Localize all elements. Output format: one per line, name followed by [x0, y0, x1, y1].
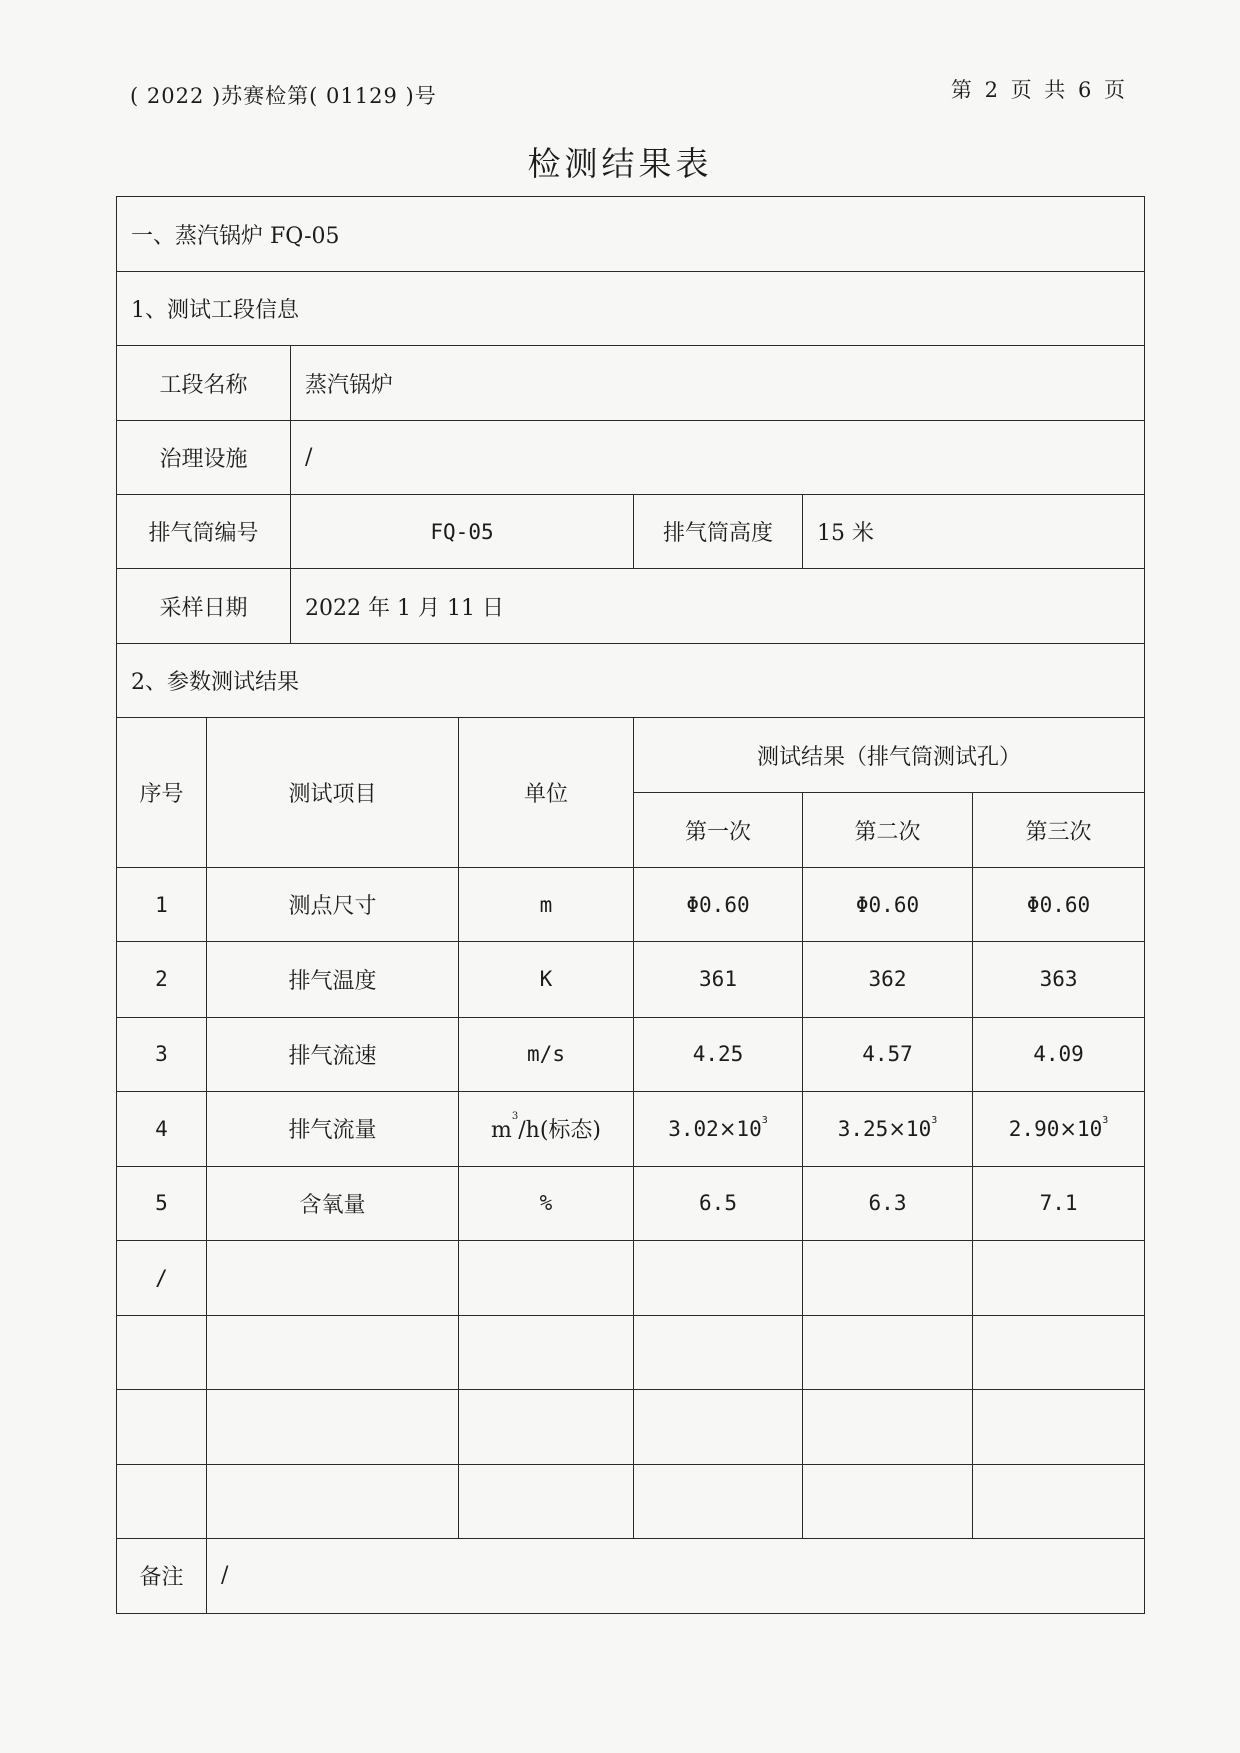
- empty-cell: [803, 1389, 973, 1464]
- table-row: [117, 942, 1145, 1017]
- col-run2-header: 第二次: [803, 793, 973, 868]
- col-result-group-header: 测试结果（排气筒测试孔）: [634, 718, 1145, 793]
- table-row: [117, 1315, 1145, 1389]
- table-row: [117, 1017, 1145, 1091]
- stack-no-label: 排气筒编号: [117, 495, 291, 569]
- empty-cell: [117, 1389, 207, 1464]
- empty-cell: [803, 1315, 973, 1389]
- row-unit: K: [459, 942, 634, 1017]
- empty-cell: [634, 1315, 803, 1389]
- empty-cell: [459, 1389, 634, 1464]
- row-item: 排气流速: [207, 1017, 459, 1091]
- row-seq: 3: [117, 1017, 207, 1091]
- row-seq: /: [117, 1240, 207, 1315]
- empty-cell: [207, 1464, 459, 1538]
- empty-cell: [803, 1240, 973, 1315]
- stack-height-label: 排气筒高度: [634, 495, 803, 569]
- mantissa: 2.90: [1008, 1116, 1060, 1141]
- power-exponent: 3: [931, 1114, 938, 1126]
- mantissa: 3.25: [837, 1116, 889, 1141]
- row-value-run3: 7.1: [973, 1166, 1145, 1240]
- empty-cell: [459, 1464, 634, 1538]
- unit-rest: /h(标态): [518, 1118, 601, 1144]
- empty-cell: [973, 1240, 1145, 1315]
- row-seq: 2: [117, 942, 207, 1017]
- row-value-run1: 4.25: [634, 1017, 803, 1091]
- results-table: [116, 196, 1145, 1614]
- table-row: [117, 1389, 1145, 1464]
- row-value-run2: Φ0.60: [803, 868, 973, 942]
- row-item: 排气流量: [207, 1091, 459, 1166]
- empty-cell: [207, 1315, 459, 1389]
- sample-date-value: 2022 年 1 月 11 日: [291, 569, 1145, 644]
- page-info: 第 2 页 共 6 页: [950, 78, 1128, 102]
- row-value-run3: 4.09: [973, 1017, 1145, 1091]
- times-sign: ×: [718, 1116, 737, 1141]
- empty-cell: [973, 1389, 1145, 1464]
- empty-cell: [117, 1315, 207, 1389]
- report-number: ( 2022 )苏赛检第( 01129 )号: [130, 84, 437, 108]
- stack-height-value: 15 米: [803, 495, 1145, 569]
- table-row: [117, 1166, 1145, 1240]
- times-sign: ×: [1059, 1116, 1077, 1141]
- row-value-run3: [973, 1091, 1145, 1166]
- row-value-run1: 6.5: [634, 1166, 803, 1240]
- row-value-run3: Φ0.60: [973, 868, 1145, 942]
- row-seq: 5: [117, 1166, 207, 1240]
- row-item: 测点尺寸: [207, 868, 459, 942]
- unit-base: m: [491, 1118, 512, 1144]
- section-name-label: 工段名称: [117, 346, 291, 421]
- empty-cell: [117, 1464, 207, 1538]
- row-value-run2: 362: [803, 942, 973, 1017]
- treatment-value: /: [291, 421, 1145, 495]
- section2-subheading: 2、参数测试结果: [117, 644, 1145, 718]
- col-unit-header: 单位: [459, 718, 634, 868]
- power-base: 10: [905, 1116, 932, 1141]
- row-seq: 1: [117, 868, 207, 942]
- row-value-run2: [803, 1091, 973, 1166]
- section1-heading: 一、蒸汽锅炉 FQ-05: [117, 197, 1145, 272]
- empty-cell: [973, 1315, 1145, 1389]
- row-value-run2: 6.3: [803, 1166, 973, 1240]
- empty-cell: [634, 1240, 803, 1315]
- row-unit: m/s: [459, 1017, 634, 1091]
- row-unit: %: [459, 1166, 634, 1240]
- row-seq: 4: [117, 1091, 207, 1166]
- sample-date-label: 采样日期: [117, 569, 291, 644]
- mantissa: 3.02: [668, 1116, 719, 1141]
- power-base: 10: [736, 1116, 762, 1141]
- empty-cell: [459, 1240, 634, 1315]
- row-value-run1: [634, 1091, 803, 1166]
- table-row: [117, 1240, 1145, 1315]
- stack-no-value: FQ-05: [291, 495, 634, 569]
- empty-cell: [634, 1389, 803, 1464]
- section1-subheading: 1、测试工段信息: [117, 272, 1145, 346]
- table-row: [117, 868, 1145, 942]
- empty-cell: [207, 1389, 459, 1464]
- row-value-run1: Φ0.60: [634, 868, 803, 942]
- power-exponent: 3: [761, 1114, 768, 1126]
- section-name-value: 蒸汽锅炉: [291, 346, 1145, 421]
- table-row: [117, 1464, 1145, 1538]
- table-row: [117, 1091, 1145, 1166]
- row-value-run2: 4.57: [803, 1017, 973, 1091]
- unit-exponent: 3: [511, 1111, 519, 1123]
- empty-cell: [634, 1464, 803, 1538]
- row-item: 含氧量: [207, 1166, 459, 1240]
- row-unit: m: [459, 868, 634, 942]
- remarks-value: /: [207, 1538, 1145, 1613]
- col-seq-header: 序号: [117, 718, 207, 868]
- empty-cell: [207, 1240, 459, 1315]
- row-value-run1: 361: [634, 942, 803, 1017]
- times-sign: ×: [888, 1116, 906, 1141]
- remarks-label: 备注: [117, 1538, 207, 1613]
- row-item: 排气温度: [207, 942, 459, 1017]
- empty-cell: [973, 1464, 1145, 1538]
- treatment-label: 治理设施: [117, 421, 291, 495]
- empty-cell: [459, 1315, 634, 1389]
- col-run3-header: 第三次: [973, 793, 1145, 868]
- page-title: 检测结果表: [527, 144, 713, 183]
- row-value-run3: 363: [973, 942, 1145, 1017]
- power-base: 10: [1076, 1116, 1103, 1141]
- col-item-header: 测试项目: [207, 718, 459, 868]
- power-exponent: 3: [1102, 1114, 1109, 1126]
- empty-cell: [803, 1464, 973, 1538]
- row-unit: [459, 1091, 634, 1166]
- col-run1-header: 第一次: [634, 793, 803, 868]
